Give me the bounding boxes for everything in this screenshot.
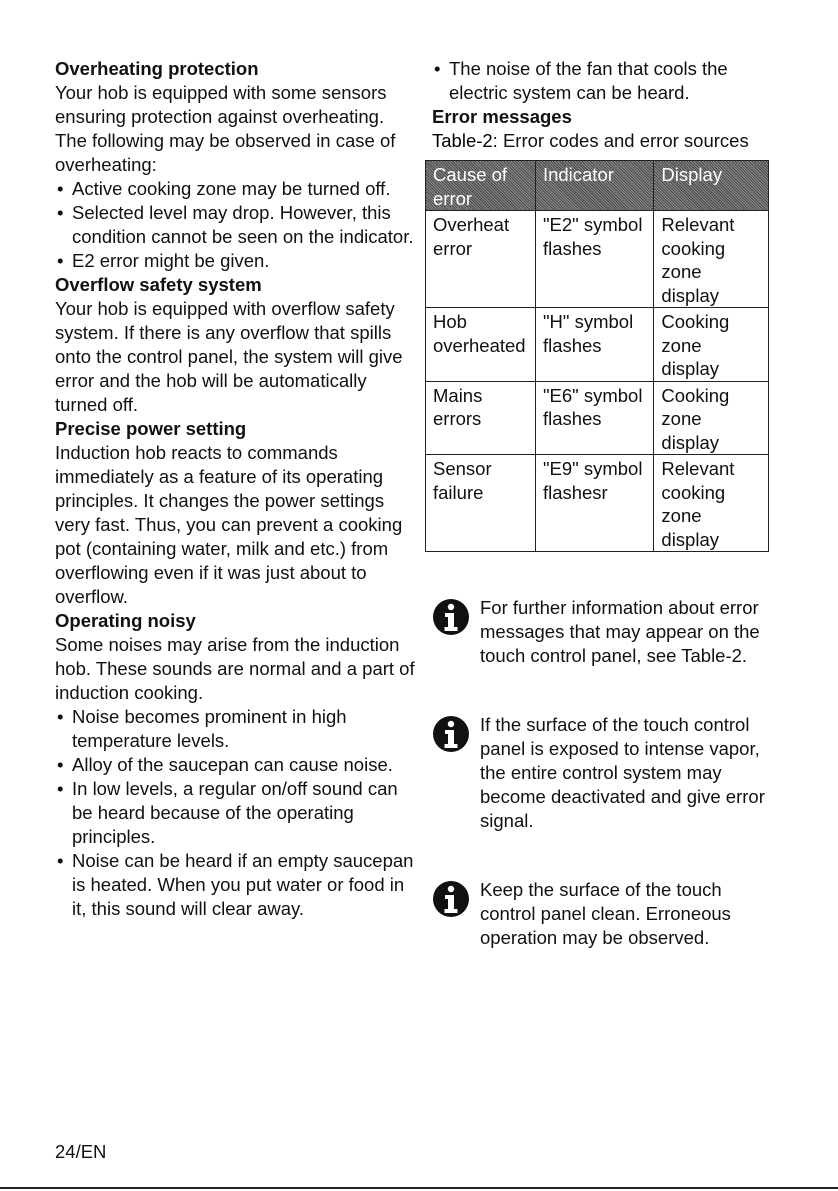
column-header: Display bbox=[654, 161, 769, 211]
indicator-text: symbol flashes bbox=[542, 384, 643, 429]
column-header: Cause of error bbox=[426, 161, 536, 211]
error-code: "H" bbox=[542, 311, 570, 332]
heading-precise-power: Precise power setting bbox=[55, 418, 247, 439]
list-item: • In low levels, a regular on/off sound can be heard because of the operating principles. bbox=[55, 777, 417, 849]
list-item: • The noise of the fan that cools the electric system can be heard. bbox=[432, 57, 782, 105]
left-column bbox=[55, 57, 417, 921]
cause-cell: Hob overheated bbox=[426, 308, 536, 382]
display-cell: Relevant cooking zone display bbox=[654, 211, 769, 308]
overflow-text: Your hob is equipped with overflow safety system. If there is any overflow that spills onto the control panel, the system will give error and the hob will be automatically turned off. bbox=[55, 298, 403, 415]
indicator-text: symbol flashesr bbox=[542, 458, 643, 503]
indicator-text: symbol flashes bbox=[542, 214, 643, 259]
error-code: "E6" bbox=[542, 384, 579, 406]
column-header: Indicator bbox=[535, 161, 653, 211]
table-header-row bbox=[426, 161, 769, 211]
indicator-cell bbox=[535, 211, 653, 308]
cause-cell: Sensor failure bbox=[426, 455, 536, 552]
note-text: Keep the surface of the touch control panel clean. Erroneous operation may be observed. bbox=[480, 879, 731, 948]
note-text: If the surface of the touch control panel is exposed to intense vapor, the entire control system may become deactivated and give error signal. bbox=[480, 714, 765, 831]
right-column bbox=[432, 57, 782, 153]
indicator-cell bbox=[535, 381, 653, 455]
heading-overheating: Overheating protection bbox=[55, 58, 259, 79]
table-row bbox=[426, 381, 769, 455]
overheating-text: Your hob is equipped with some sensors ensuring protection against overheating. The following may be observed in case of overheating: bbox=[55, 82, 396, 175]
display-cell: Relevant cooking zone display bbox=[654, 455, 769, 552]
list-item: • Alloy of the saucepan can cause noise. bbox=[55, 753, 417, 777]
info-note bbox=[432, 713, 782, 833]
cause-cell: Overheat error bbox=[426, 211, 536, 308]
table-row bbox=[426, 211, 769, 308]
list-item: • E2 error might be given. bbox=[55, 249, 417, 273]
operating-noisy-text: Some noises may arise from the induction hob. These sounds are normal and a part of induction cooking. bbox=[55, 634, 415, 703]
info-note bbox=[432, 878, 782, 950]
error-code: "E9" bbox=[542, 458, 579, 479]
cause-cell: Mains errors bbox=[426, 381, 536, 455]
table-row bbox=[426, 308, 769, 382]
info-icon bbox=[432, 715, 470, 753]
info-icon bbox=[432, 880, 470, 918]
fan-list bbox=[432, 57, 782, 105]
display-cell: Cooking zone display bbox=[654, 308, 769, 382]
error-code: "E2" bbox=[542, 214, 579, 235]
bottom-rule bbox=[0, 1187, 838, 1189]
overheating-list bbox=[55, 177, 417, 273]
list-item: • Selected level may drop. However, this condition cannot be seen on the indicator. bbox=[55, 201, 417, 249]
heading-error-messages: Error messages bbox=[432, 106, 572, 127]
indicator-cell bbox=[535, 308, 653, 382]
page-number: 24/EN bbox=[55, 1141, 107, 1162]
info-icon bbox=[432, 598, 470, 636]
indicator-text: symbol flashes bbox=[542, 311, 634, 356]
list-item: • Active cooking zone may be turned off. bbox=[55, 177, 417, 201]
info-note bbox=[432, 596, 782, 668]
list-item: • Noise can be heard if an empty saucepan is heated. When you put water or food in it, this sound will clear away. bbox=[55, 849, 417, 921]
table-label: Table-2: bbox=[432, 130, 498, 151]
note-text: For further information about error messages that may appear on the touch control panel, see Table-2. bbox=[480, 597, 760, 666]
display-cell: Cooking zone display bbox=[654, 381, 769, 455]
heading-operating-noisy: Operating noisy bbox=[55, 610, 196, 631]
table-row bbox=[426, 455, 769, 552]
noise-list bbox=[55, 705, 417, 921]
table-caption-text: Error codes and error sources bbox=[497, 130, 749, 151]
error-codes-table bbox=[425, 160, 769, 552]
indicator-cell bbox=[535, 455, 653, 552]
heading-overflow: Overflow safety system bbox=[55, 274, 262, 295]
list-item: • Noise becomes prominent in high temperature levels. bbox=[55, 705, 417, 753]
precise-power-text: Induction hob reacts to commands immediately as a feature of its operating principles. It changes the power settings very fast. Thus, you can prevent a cooking pot (containing water, milk and etc.) from overflowing even if it was just about to overflow. bbox=[55, 442, 403, 607]
table-caption bbox=[432, 129, 782, 153]
